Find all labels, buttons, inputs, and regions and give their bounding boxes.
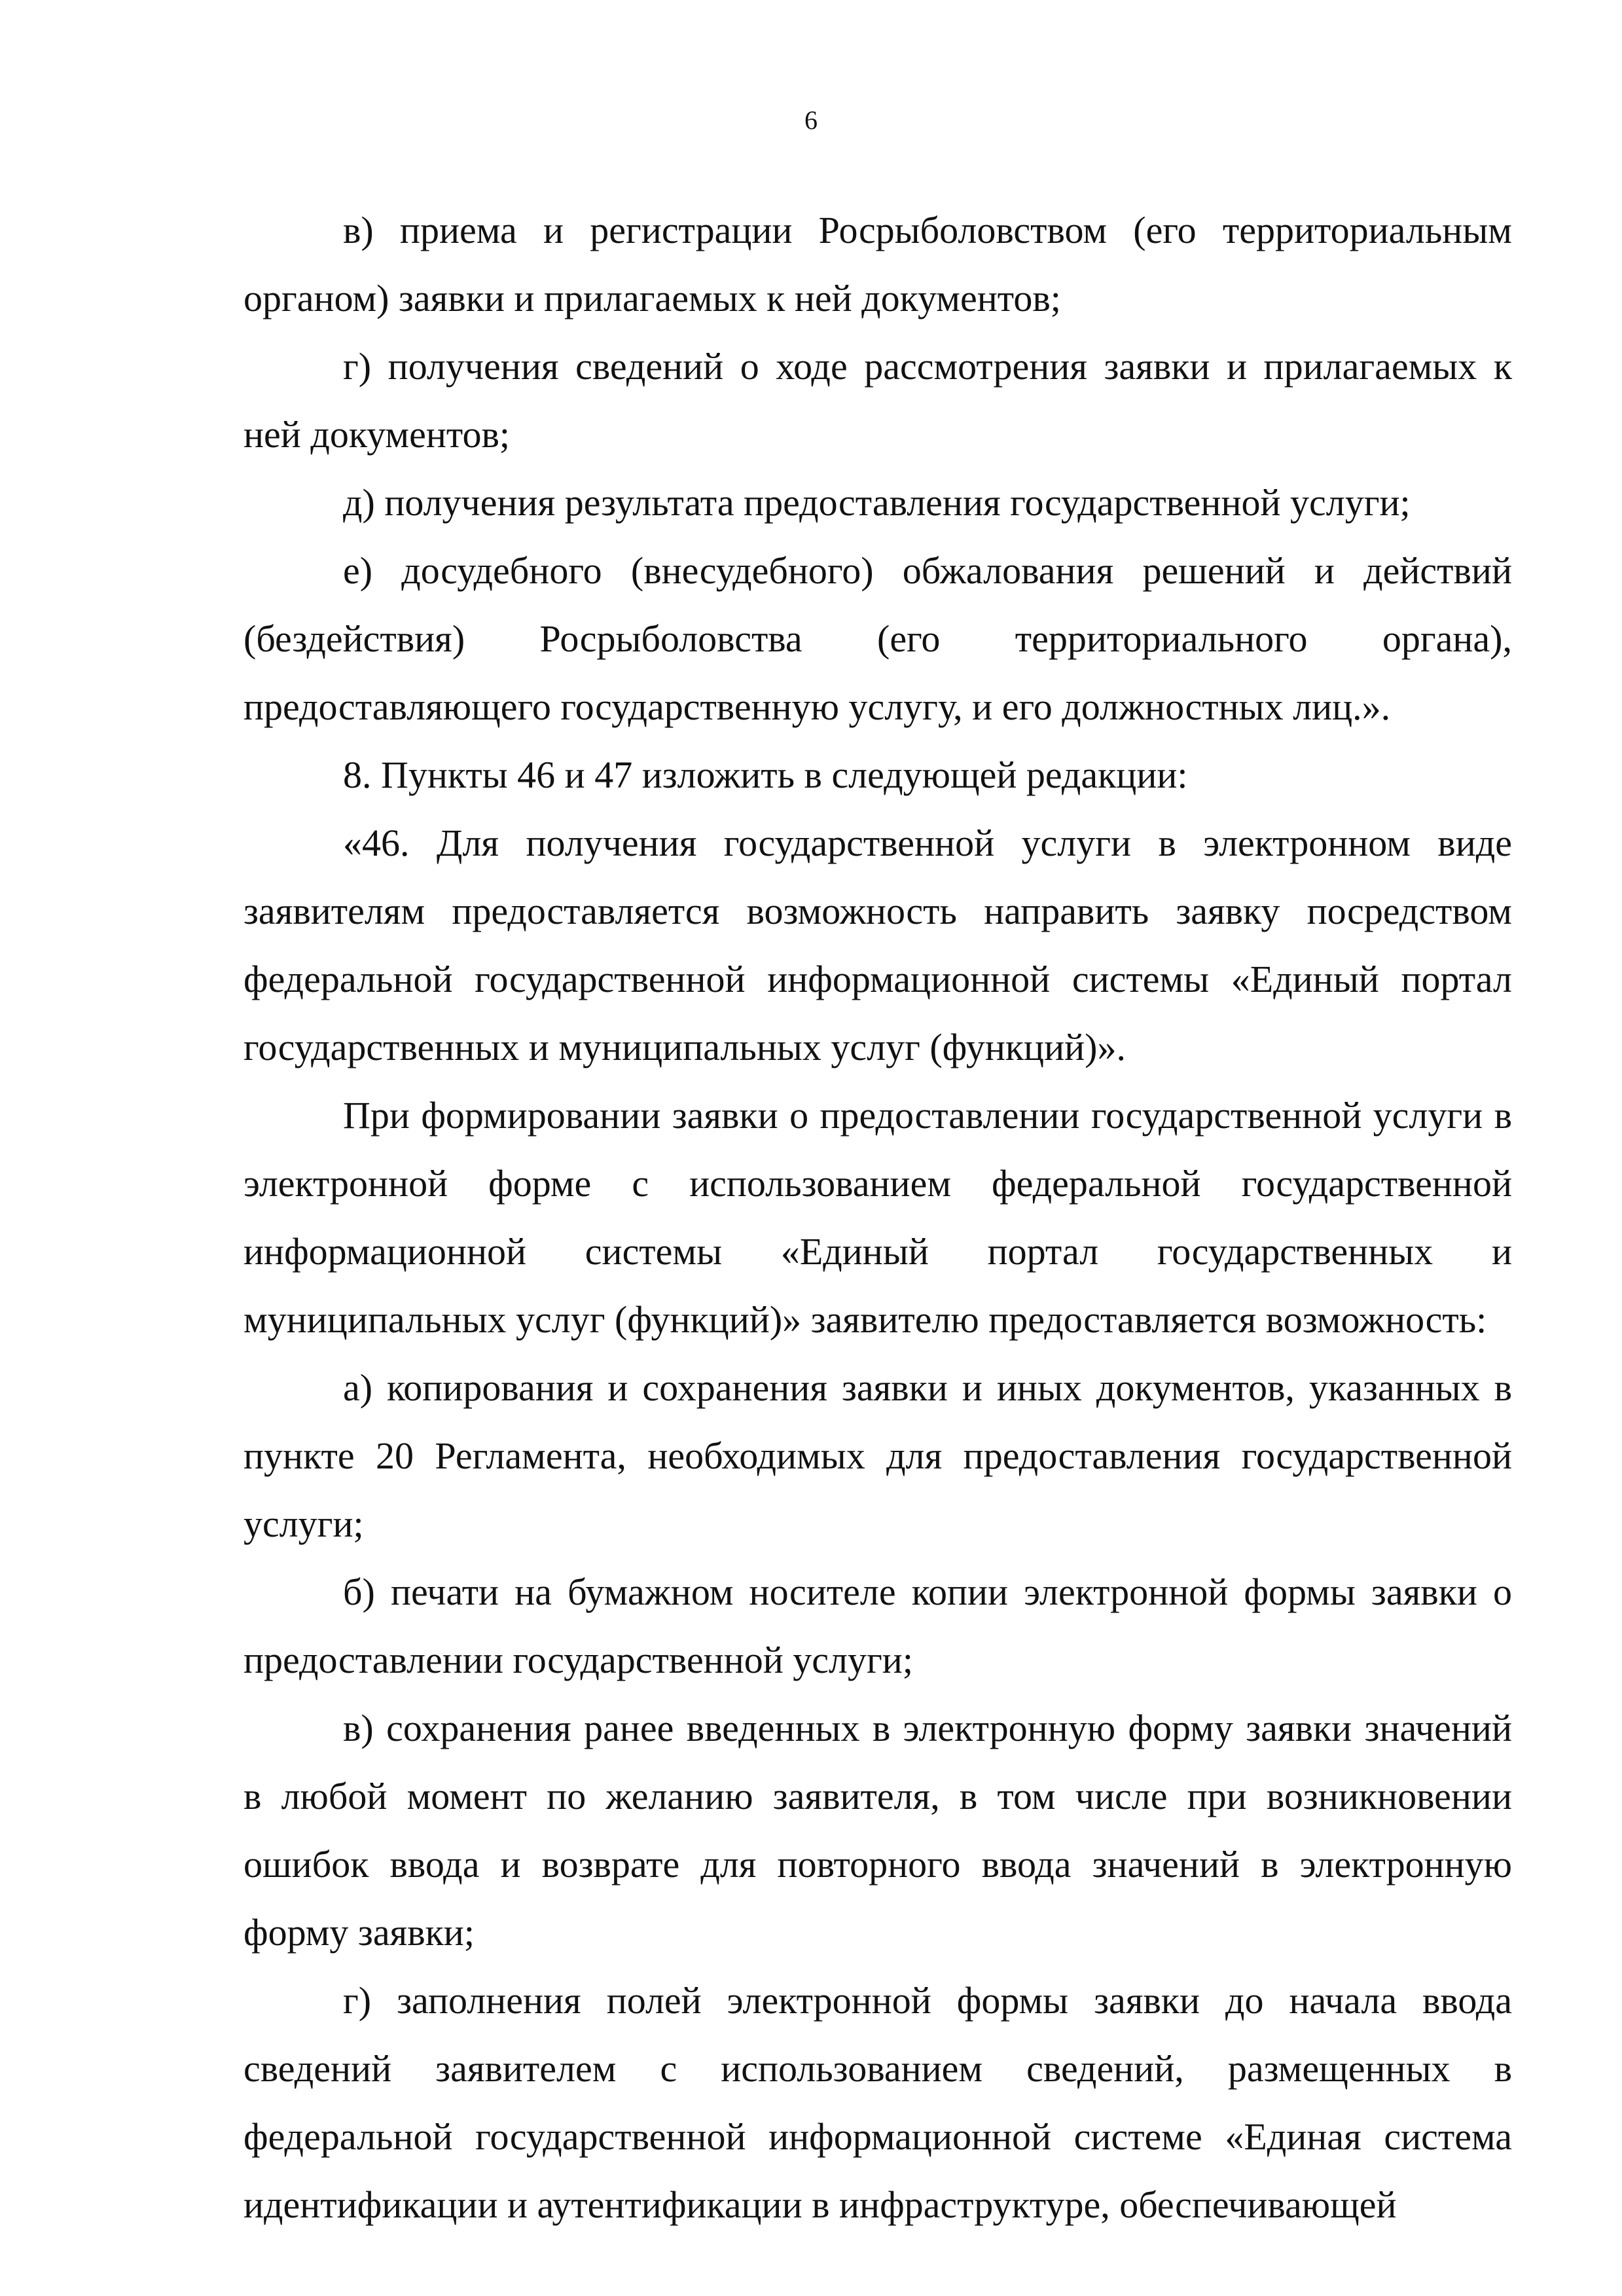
paragraph-item-v2: в) сохранения ранее введенных в электронную форму заявки значений в любой момент по желанию заявителя, в том числе при возникновении ошибок ввода и возврате для повторного ввода значений в электронную форму заявки; <box>243 1707 1512 1954</box>
paragraph-item-v: в) приема и регистрации Росрыболовством (его территориальным органом) заявки и прилагаемых к ней документов; <box>243 209 1512 319</box>
paragraph-item-g2: г) заполнения полей электронной формы заявки до начала ввода сведений заявителем с использованием сведений, размещенных в федеральной государственной информационной системе «Единая система идентификации и аутентификации в инфраструктуре, обеспечивающей <box>243 1979 1512 2226</box>
paragraph-item-e: е) досудебного (внесудебного) обжалования решений и действий (бездействия) Росрыболовства (его территориального органа), предоставляющего государственную услугу, и его должностных лиц.». <box>243 549 1512 728</box>
document-body <box>243 196 1512 2239</box>
paragraph-item-d: д) получения результата предоставления государственной услуги; <box>343 481 1411 524</box>
paragraph-item-g: г) получения сведений о ходе рассмотрения заявки и прилагаемых к ней документов; <box>243 345 1512 456</box>
paragraph-item-a: а) копирования и сохранения заявки и иных документов, указанных в пункте 20 Регламента, необходимых для предоставления государственной услуги; <box>243 1366 1512 1545</box>
paragraph-clause-46: «46. Для получения государственной услуги в электронном виде заявителям предоставляется возможность направить заявку посредством федеральной государственной информационной системы «Единый портал государственных и муниципальных услуг (функций)». <box>243 822 1512 1068</box>
paragraph-item-b: б) печати на бумажном носителе копии электронной формы заявки о предоставлении государственной услуги; <box>243 1571 1512 1681</box>
page-number: 6 <box>804 105 818 135</box>
paragraph-form-submission: При формировании заявки о предоставлении государственной услуги в электронной форме с использованием федеральной государственной информационной системы «Единый портал государственных и муниципальных услуг (функций)» заявителю предоставляется возможность: <box>243 1094 1512 1341</box>
paragraph-amendment-8: 8. Пункты 46 и 47 изложить в следующей редакции: <box>343 754 1188 796</box>
